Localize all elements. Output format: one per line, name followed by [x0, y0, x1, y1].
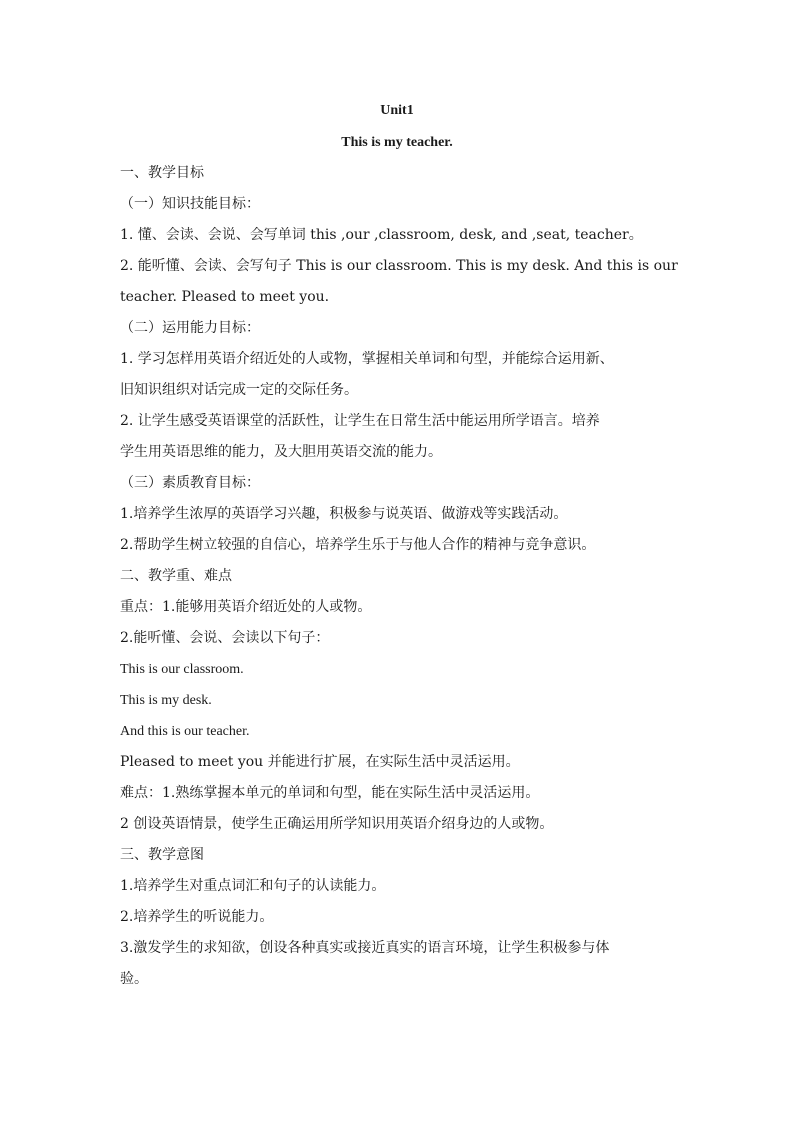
paragraph-line: 1. 懂、会读、会说、会写单词 this ,our ,classroom, desk, and ,seat, teacher。 [120, 227, 643, 243]
section-heading-objectives: 一、教学目标 [120, 165, 204, 181]
paragraph-line: 2. 让学生感受英语课堂的活跃性，让学生在日常生活中能运用所学语言。培养 [120, 413, 600, 429]
paragraph-line: 学生用英语思维的能力，及大胆用英语交流的能力。 [120, 444, 442, 460]
paragraph-line: 旧知识组织对话完成一定的交际任务。 [120, 382, 358, 398]
document-body [120, 158, 678, 995]
paragraph-line: teacher. Pleased to meet you. [120, 289, 330, 305]
paragraph-line: 1.培养学生对重点词汇和句子的认读能力。 [120, 878, 386, 894]
example-sentence: This is my desk. [120, 693, 212, 708]
paragraph-line: 验。 [120, 971, 148, 987]
paragraph-line: 3.激发学生的求知欲，创设各种真实或接近真实的语言环境，让学生积极参与体 [120, 940, 610, 956]
paragraph-line: 1. 学习怎样用英语介绍近处的人或物，掌握相关单词和句型，并能综合运用新、 [120, 351, 614, 367]
paragraph-line: 1.培养学生浓厚的英语学习兴趣，积极参与说英语、做游戏等实践活动。 [120, 506, 568, 522]
paragraph-line: Pleased to meet you 并能进行扩展，在实际生活中灵活运用。 [120, 754, 520, 770]
paragraph-line: 2 创设英语情景，使学生正确运用所学知识用英语介绍身边的人或物。 [120, 816, 554, 832]
subheading-application-skills: （二）运用能力目标： [120, 320, 260, 336]
paragraph-line: 2.帮助学生树立较强的自信心，培养学生乐于与他人合作的精神与竞争意识。 [120, 537, 596, 553]
section-heading-key-points: 二、教学重、难点 [120, 568, 232, 584]
paragraph-line: 2. 能听懂、会读、会写句子 This is our classroom. This is my desk. And this is our [120, 258, 678, 274]
paragraph-line: 重点：1.能够用英语介绍近处的人或物。 [120, 599, 372, 615]
section-heading-intent: 三、教学意图 [120, 847, 204, 863]
paragraph-line: 2.培养学生的听说能力。 [120, 909, 274, 925]
unit-title: Unit1 [380, 103, 414, 118]
subheading-knowledge-skills: （一）知识技能目标： [120, 196, 260, 212]
lesson-subtitle: This is my teacher. [341, 135, 453, 150]
example-sentence: This is our classroom. [120, 662, 244, 677]
subheading-quality-education: （三）素质教育目标： [120, 475, 260, 491]
example-sentence: And this is our teacher. [120, 724, 250, 739]
paragraph-line: 难点：1.熟练掌握本单元的单词和句型，能在实际生活中灵活运用。 [120, 785, 540, 801]
paragraph-line: 2.能听懂、会说、会读以下句子： [120, 630, 330, 646]
